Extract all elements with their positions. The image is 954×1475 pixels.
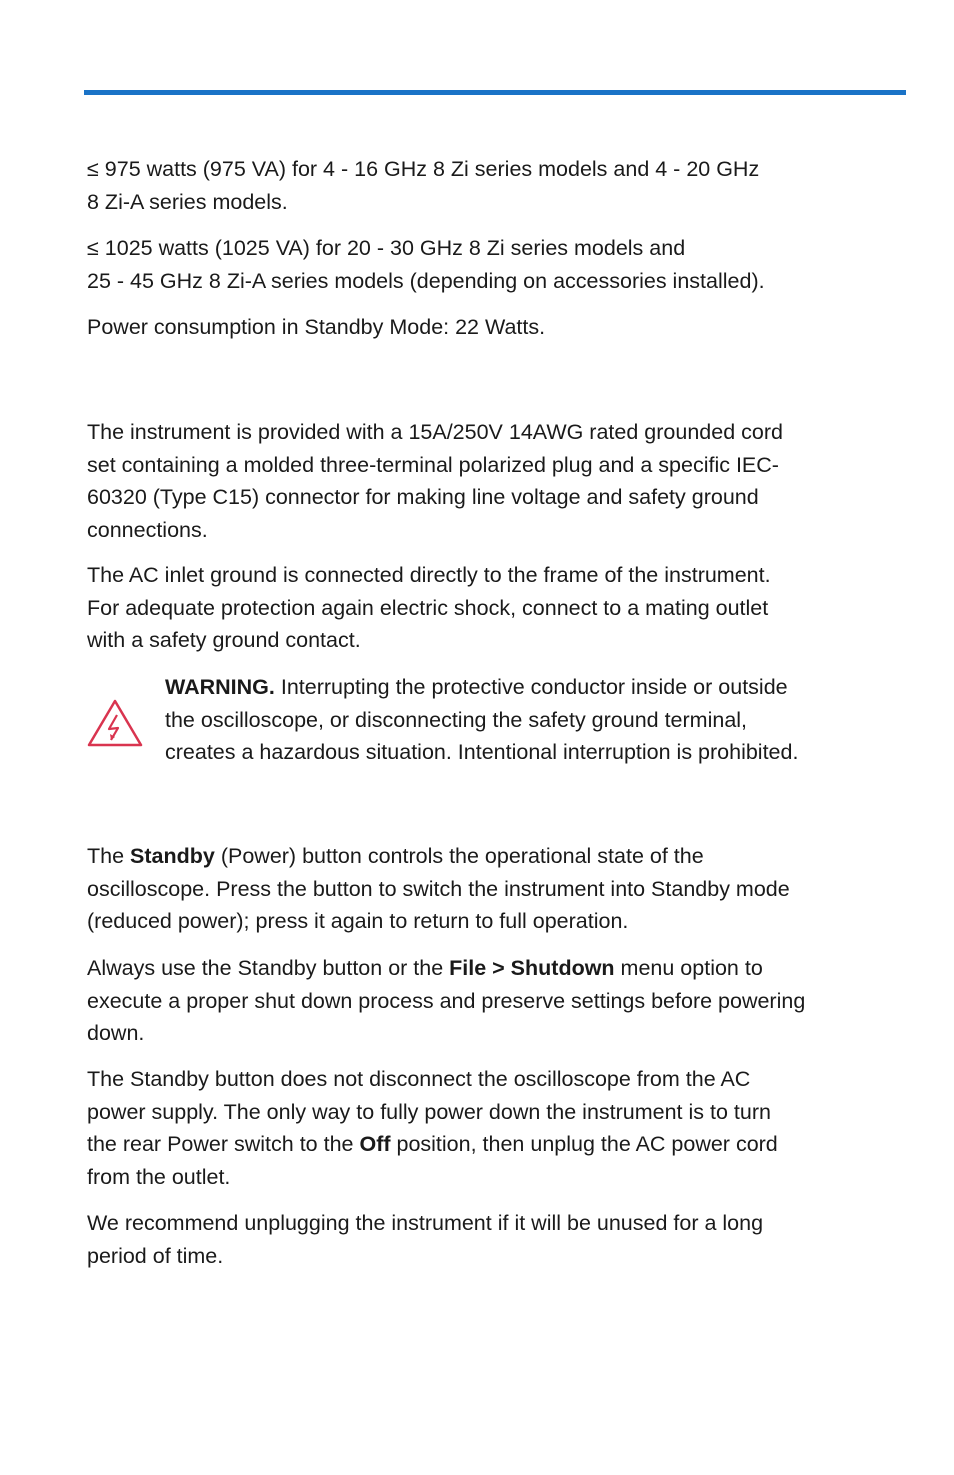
standby-paragraph-4: We recommend unplugging the instrument if it will be unused for a long period of time.	[87, 1211, 764, 1268]
warning-text: WARNING. Interrupting the protective conductor inside or outside the oscilloscope, or disconnecting the safety ground terminal, creates a hazardous situation. Intentional interruption is prohibited.	[165, 675, 799, 764]
power-standby-spec: Power consumption in Standby Mode: 22 Watts.	[87, 315, 546, 339]
standby-paragraph-2: Always use the Standby button or the File > Shutdown menu option to execute a proper shut down process and preserve settings before powering down.	[87, 956, 806, 1045]
standby-paragraph-1: The Standby (Power) button controls the operational state of the oscilloscope. Press the button to switch the instrument into Standby mode (reduced power); press it again to return to full operation.	[87, 844, 790, 933]
header-rule	[84, 90, 906, 95]
power-spec-1: ≤ 975 watts (975 VA) for 4 - 16 GHz 8 Zi series models and 4 - 20 GHz 8 Zi-A series models.	[87, 157, 760, 214]
ground-paragraph-1: The instrument is provided with a 15A/250V 14AWG rated grounded cord set containing a molded three-terminal polarized plug and a specific IEC- 60320 (Type C15) connector for making line voltage and safety ground connections.	[87, 420, 783, 542]
warning-label: WARNING.	[165, 675, 275, 699]
standby-paragraph-3: The Standby button does not disconnect the oscilloscope from the AC power supply. The only way to fully power down the instrument is to turn the rear Power switch to the Off position, then unplug the AC power cord from the outlet.	[87, 1067, 778, 1189]
electric-shock-warning-icon	[86, 698, 144, 748]
power-spec-2: ≤ 1025 watts (1025 VA) for 20 - 30 GHz 8 Zi series models and 25 - 45 GHz 8 Zi-A series models (depending on accessories installed).	[87, 236, 765, 293]
ground-paragraph-2: The AC inlet ground is connected directly to the frame of the instrument. For adequate protection again electric shock, connect to a mating outlet with a safety ground contact.	[87, 563, 771, 652]
